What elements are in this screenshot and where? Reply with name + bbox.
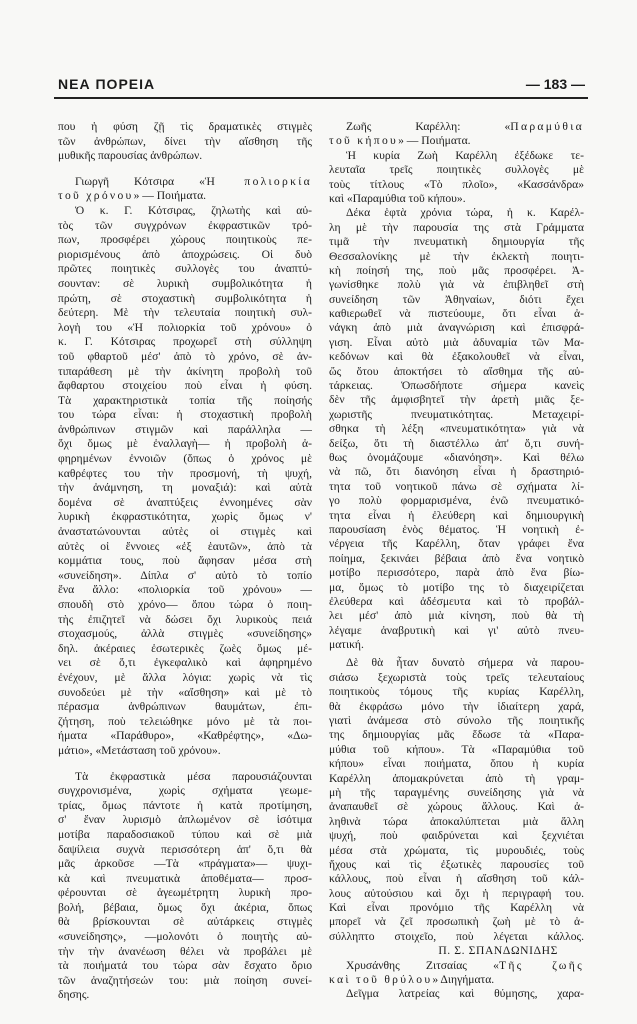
text-line: κεδόνων καὶ θὰ ἐξακολουθεῖ νὰ εἶναι, xyxy=(329,350,584,364)
text-line: ὄχι ὅμως μὲ ἐναλλαγὴ— ἡ προβολὴ ἀ- xyxy=(58,437,312,451)
text-line: τοῦ φθαρτοῦ μέσ' ἀπὸ τὸ χρόνο, σὲ ἀν- xyxy=(58,349,312,363)
review-title: Τῆς ζωῆς xyxy=(498,958,584,972)
text-line: τὴς ἐπιζητεῖ νὰ δώσει ὄχι λυρικοὺς πειά xyxy=(58,612,312,626)
text-line: φέρουνται σὲ ἀγεωμέτρητη λυρικὴ προ- xyxy=(58,886,312,900)
text-line: καὶ «Παραμύθια τοῦ κήπου». xyxy=(329,191,466,205)
review-title: τοῦ κήπου xyxy=(329,134,399,148)
text-line: λέγαμε ἀναβρυτικὴ καὶ γι' αὐτὸ πνευ- xyxy=(329,623,584,637)
text-line: κήπου» εἶναι ποιήματα, ὅπου ἡ κυρία xyxy=(329,757,584,771)
text-line: λη μὲ τὴν παρουσία της στὰ Γράμματα xyxy=(329,220,584,234)
text-line: θως ὀνομάζουμε «διανόηση». Καὶ θέλω xyxy=(329,450,584,464)
text-line: πρῶτες ποιητικὲς συλλογὲς του ἀναπτύ- xyxy=(58,262,312,276)
text-line: χωριστῆς πνευματικότητας. Μεταχειρί- xyxy=(329,407,584,421)
text-line: μπορεῖ νὰ ζεῖ προσωπικὴ ζωὴ μὲ τὸ ἀ- xyxy=(329,915,584,929)
journal-title: ΝΕΑ ΠΟΡΕΙΑ xyxy=(58,76,156,92)
text-line: φηρημένων ἐννοιῶν (ὅπως ὁ χρόνος μὲ xyxy=(58,452,312,466)
text-line: τάρκειας. Ὁπωσδήποτε σήμερα κανεὶς xyxy=(329,379,584,393)
text-line: βολή, βέβαια, ὅμως ὄχι ἀκέρια, ὅπως xyxy=(58,900,312,914)
text-line: δησης. xyxy=(58,988,90,1002)
text-line: συγχρονισμένα, χωρὶς σχήματα γεωμε- xyxy=(58,784,312,798)
text-line: λυρικὴ ἐκφραστικότητα, χωρὶς ὅμως ν' xyxy=(58,510,312,524)
text-line: ἐνέχουν, μὲ ἄλλα λόγια: χωρὶς νὰ τὶς xyxy=(58,670,312,684)
text-line: δομένα σὲ ἀναπτύξεις ἐννοημένες σὰν xyxy=(58,495,312,509)
text-line: δαψίλεια συχνὰ περισσότερη ἀπ' ὅ,τι θὰ xyxy=(58,842,312,856)
author-signature: Π. Σ. ΣΠΑΝΔΩΝΙΔΗΣ xyxy=(438,944,558,958)
review-heading xyxy=(329,973,584,987)
text-line: ἀνθρώπινων στιγμῶν καὶ παράλληλα — xyxy=(58,422,312,436)
text-line: Δὲ θὰ ἦταν δυνατὸ σήμερα νὰ παρου- xyxy=(346,656,584,670)
text-line: τὰ ποιήματά του τώρα σὰν ἔσχατο ὅριο xyxy=(58,959,312,973)
text-line: Τὰ ἐκφραστικὰ μέσα παρουσιάζουνται xyxy=(75,769,312,783)
text-line: Ὁ κ. Γ. Κότσιρας, ζηλωτὴς καὶ αὐ- xyxy=(75,203,312,217)
text-line: του τώρα εἶναι: ἡ στοχαστικὴ προβολὴ xyxy=(58,408,312,422)
text-line: δεύτερη. Μὲ τὴν τελευταία ποιητικὴ συλ- xyxy=(58,306,312,320)
review-author: Ζωῆς Καρέλλη: « xyxy=(346,120,511,133)
text-line: Θεσσαλονίκης μὲ τὴν ἐκλεκτὴ ποιητι- xyxy=(329,249,584,263)
text-line: παρουσίαση ἑνὸς θέματος. Ἡ νοητικὴ ἐ- xyxy=(329,522,584,536)
text-line: καθρέφτες του τὴν προσμονή, τὴ ψυχή, xyxy=(58,466,312,480)
text-line: γιση. Εἶναι αὐτὸ μιὰ ἀδυναμία τῶν Μα- xyxy=(329,335,584,349)
review-title: Ἡ πολιορκία xyxy=(204,174,312,188)
text-line: θὰ βρίσκουνται σὲ αὐτάρκεις στιγμὲς xyxy=(58,915,312,929)
text-line: της δημιουργίας μᾶς ἔδωσε τὰ «Παρα- xyxy=(329,728,584,742)
text-line: σιάσω ξεχωριστὰ τοὺς τρεῖς τελευταίους xyxy=(329,670,584,684)
text-line: ήματα «Παράθυρο», «Καθρέφτης», «Δω- xyxy=(58,729,312,743)
text-line: συνείδηση τῶν Ἀθηναίων, διότι ἔχει xyxy=(329,292,584,306)
text-line: νέργεια τῆς Καρέλλη, ὅταν γράφει ἕνα xyxy=(329,537,584,551)
text-line: δηλ. ἀκέραιες ἐσωτερικὲς ζωὲς ὅμως μέ- xyxy=(58,641,312,655)
review-heading xyxy=(329,959,584,973)
text-line: λογὴ του «Ἡ πολιορκία τοῦ χρόνου» ὁ xyxy=(58,320,312,334)
text-line: τητα εἶναι ἡ ἐλεύθερη καὶ δημιουργικὴ xyxy=(329,508,584,522)
text-line: δὲν τῆς ἀμφισβητεῖ τὴν ἀρετὴ μιᾶς ξε- xyxy=(329,393,584,407)
text-line: γιατὶ ἀνάμεσα στὸ σύνολο τῆς ποιητικῆς xyxy=(329,714,584,728)
text-line: σουνταν: σὲ λυρικὴ συμβολικότητα ἡ xyxy=(58,276,312,290)
text-line: αὐτὲς οἱ ἔννοιες «ἐξ ἑαυτῶν», ἀπὸ τὰ xyxy=(58,539,312,553)
text-line: σθηκα τὴ λέξη «πνευματικότητα» γιὰ νὰ xyxy=(329,422,584,436)
text-line: σπουδὴ στὸ χρόνο— ὅπου τώρα ὁ ποιη- xyxy=(58,598,312,611)
text-line: τὴν τὴν ἀνανέωση θέλει νὰ προβάλει μὲ xyxy=(58,944,312,958)
text-line: μοτίβο περισσότερο, παρὰ ἀπὸ ἕνα βίω- xyxy=(329,566,584,580)
header-divider xyxy=(54,97,588,99)
text-line: «συνείδησης», —μολονότι ὁ ποιητὴς αὐ- xyxy=(58,930,312,944)
text-line: ζήτηση, ποὺ τελειώθηκε μόνο μὲ τὰ ποι- xyxy=(58,714,312,728)
text-line: που ἡ φύση ζῇ τὶς δραματικὲς στιγμὲς xyxy=(58,120,312,133)
text-line: ψυχή, ποὺ φαιδρύνεται καὶ ξεχνιέται xyxy=(329,829,584,843)
text-line: τρίας, ὅμως πάντοτε ἡ κατὰ προτίμηση, xyxy=(58,798,312,812)
text-line: μέσα στὰ χρώματα, τὶς μυρουδιές, τοὺς xyxy=(329,843,584,857)
text-line: τοὺς τίτλους «Τὸ πλοῖο», «Κασσάνδρα» xyxy=(329,177,584,191)
text-line: ληθινὰ τώρα ἀποκαλύπτεται μιὰ ἄλλη xyxy=(329,814,584,828)
text-line: κὴ ποίησή της, ποὺ μᾶς προσφέρει. Ἀ- xyxy=(329,263,584,277)
text-line: Ἡ κυρία Ζωὴ Καρέλλη ἐξέδωκε τε- xyxy=(346,148,584,162)
text-line: Δέκα ἑφτὰ χρόνια τώρα, ἡ κ. Καρέλ- xyxy=(346,206,584,220)
text-line: ριορισμένους ἀπὸ ἀποχρώσεις. Οἱ δυὸ xyxy=(58,247,312,261)
text-line: σ' ἕναν λυρισμὸ ἁπλωμένον σὲ ἰσότιμα xyxy=(58,813,312,827)
text-line: συνοδεύει μὲ τὴν «αἴσθηση» καὶ μὲ τὸ xyxy=(58,685,312,699)
review-genre: » Διηγήματα. xyxy=(432,973,495,987)
text-line: κομμάτια τους, ποὺ ἄφησαν μέσα στὴ xyxy=(58,554,312,568)
text-line: Τὰ χαρακτηριστικὰ τοπία τῆς ποίησής xyxy=(58,393,312,407)
text-line: κ. Γ. Κότσιρας προχωρεῖ στὴ σύλληψη xyxy=(58,335,312,349)
text-line: ποίημα, ξεκινάει βέβαια ἀπὸ ἕνα νοητικὸ xyxy=(329,551,584,565)
text-line: μύθια τοῦ κήπου». Τὰ «Παραμύθια τοῦ xyxy=(329,742,584,756)
review-author: Γιωργῆ Κότσιρα « xyxy=(75,174,205,188)
review-heading xyxy=(329,120,584,134)
right-column xyxy=(329,120,584,1002)
text-line: σύλληπτο στοιχεῖο, ποὺ λέγεται κάλλος. xyxy=(329,929,584,943)
text-line: θὰ ἐκφράσω μόνο τὴν ἰδιαίτερη χαρά, xyxy=(329,699,584,713)
text-line: τιπαράθεση μὲ τὴν ἀκίνητη προβολὴ τοῦ xyxy=(58,364,312,378)
page-number: — 183 — xyxy=(525,76,585,92)
text-line: ἤχους καὶ τὶς ἐξωτικὲς παρουσίες τοῦ xyxy=(329,857,584,871)
text-line: ἄφθαρτου στοιχείου ποὺ εἶναι ἡ φύση. xyxy=(58,379,312,393)
text-line: μᾶς ἀρκοῦσε —Τὰ «πράγματα»— ψυχι- xyxy=(58,857,312,871)
text-line: στοχασμούς, ἀλλὰ στιγμὲς «συνείδησης» xyxy=(58,627,312,641)
review-heading xyxy=(329,134,584,148)
review-heading xyxy=(58,175,312,190)
text-line: γωνίσθηκε πολὺ γιὰ νὰ ἐπιβληθεῖ στὴ xyxy=(329,278,584,292)
review-title: καὶ τοῦ θρύλου xyxy=(329,973,433,987)
review-genre: » — Ποιήματα. xyxy=(398,134,471,148)
text-line: ματική. xyxy=(329,638,364,652)
review-genre: » — Ποιήματα. xyxy=(133,189,207,203)
text-line: λευταῖα τρεῖς ποιητικὲς συλλογὲς μὲ xyxy=(329,163,584,177)
text-line: μυθικῆς παρουσίας ἀνθρώπων. xyxy=(58,149,203,163)
text-line: τὸς τῶν συγχρόνων ἐκφραστικῶν τρό- xyxy=(58,218,312,232)
text-line: λει μέσ' ἀπὸ μιὰ κίνηση, ποὺ θὰ τὴ xyxy=(329,609,584,623)
text-line: ἀναστατώνουνται αὐτὲς οἱ στιγμὲς καὶ xyxy=(58,525,312,539)
text-line: Καὶ εἶναι προνόμιο τῆς Καρέλλη νὰ xyxy=(329,901,584,915)
text-line: πων, προσφέρει χώρους ποιητικοὺς πε- xyxy=(58,233,312,247)
text-line: ἀναπαυθεῖ σὲ χώρους ἄλλους. Καὶ ἀ- xyxy=(329,800,584,814)
text-line: μάτιο», «Μετάσταση τοῦ χρόνου». xyxy=(58,743,221,757)
text-line: ποιητικοὺς τόμους τῆς κυρίας Καρέλλη, xyxy=(329,685,584,699)
text-line: τὴν ἀνάμνηση, τη μοναξιά): καὶ αὐτὰ xyxy=(58,481,312,495)
text-line: λους αὐτούσιου καὶ ὄχι ἡ περιγραφή του. xyxy=(329,886,584,900)
review-title: τοῦ χρόνου xyxy=(58,189,134,203)
left-column xyxy=(58,120,312,1003)
text-line: ἐλεύθερα καὶ ἀδέσμευτα καὶ τὸ προβάλ- xyxy=(329,594,584,608)
text-line: «συνείδηση». Δίπλα σ' αὐτὸ τὸ τοπίο xyxy=(58,568,312,582)
text-line: νάγκη ἀπὸ μιὰ ἀναγνώριση καὶ ἐπισφρά- xyxy=(329,321,584,335)
text-line: Καρέλλη ἀπομακρύνεται ἀπὸ τὴ γραμ- xyxy=(329,771,584,785)
text-line: μοτίβα παραδοσιακοῦ τύπου καὶ σὲ μιὰ xyxy=(58,827,312,841)
text-line: νει σὲ ὅ,τι ἐγκεφαλικὸ καὶ ἀφηρημένο xyxy=(58,656,312,670)
text-line: μὴ τῆς ταραγμένης συνείδησης γιὰ νὰ xyxy=(329,785,584,799)
text-line: δείξω, ὅτι τὴ διαστέλλω ἀπ' ὅ,τι συνή- xyxy=(329,436,584,450)
text-line: πέρασμα ἀνθρώπινων θαυμάτων, ἐπι- xyxy=(58,700,312,714)
text-line: τῶν ἀνθρώπων, δίνει τὴν αἴσθηση τῆς xyxy=(58,134,312,148)
text-line: καθιερωθεῖ νὰ πιστεύουμε, ὅτι εἶναι ἀ- xyxy=(329,307,584,321)
text-line: Δεῖγμα λατρείας καὶ θύμησης, χαρα- xyxy=(346,987,584,1001)
text-line: ἕνα ἄλλο: «πολιορκία τοῦ χρόνου» — xyxy=(58,583,312,597)
text-line: τῶν ἀναζητήσεών του: μιὰ ποίηση συνεί- xyxy=(58,973,312,987)
text-line: τητα τοῦ νοητικοῦ πάνω σὲ σχήματα λί- xyxy=(329,479,584,493)
review-author: Χρυσάνθης Ζιτσαίας « xyxy=(346,958,499,972)
text-line: κάλλους, ποὺ εἶναι ἡ αἴσθηση τοῦ κάλ- xyxy=(329,872,584,886)
text-line: νὰ πῶ, ὅτι διανόηση εἶναι ἡ δραστηριό- xyxy=(329,465,584,479)
text-line: κὰ καὶ πνευματικὰ ἀποθέματα— προσ- xyxy=(58,871,312,885)
text-line: γο πολὺ φορμαρισμένα, ἐνῶ πνευματικό- xyxy=(329,494,584,508)
text-line: μα, ὅμως τὸ μοτίβο της τὸ διαχειρίζεται xyxy=(329,580,584,594)
review-heading xyxy=(58,189,312,204)
text-line: ὥς ὅτου ἀποκτήσει τὸ αἴσθημα τῆς αὐ- xyxy=(329,364,584,378)
review-title: Παραμύθια xyxy=(510,120,584,133)
text-line: πρώτη, σὲ στοχαστικὴ συμβολικότητα ἡ xyxy=(58,291,312,305)
text-line: τιμᾶ τὴν πνευματικὴ δημιουργία τῆς xyxy=(329,235,584,249)
